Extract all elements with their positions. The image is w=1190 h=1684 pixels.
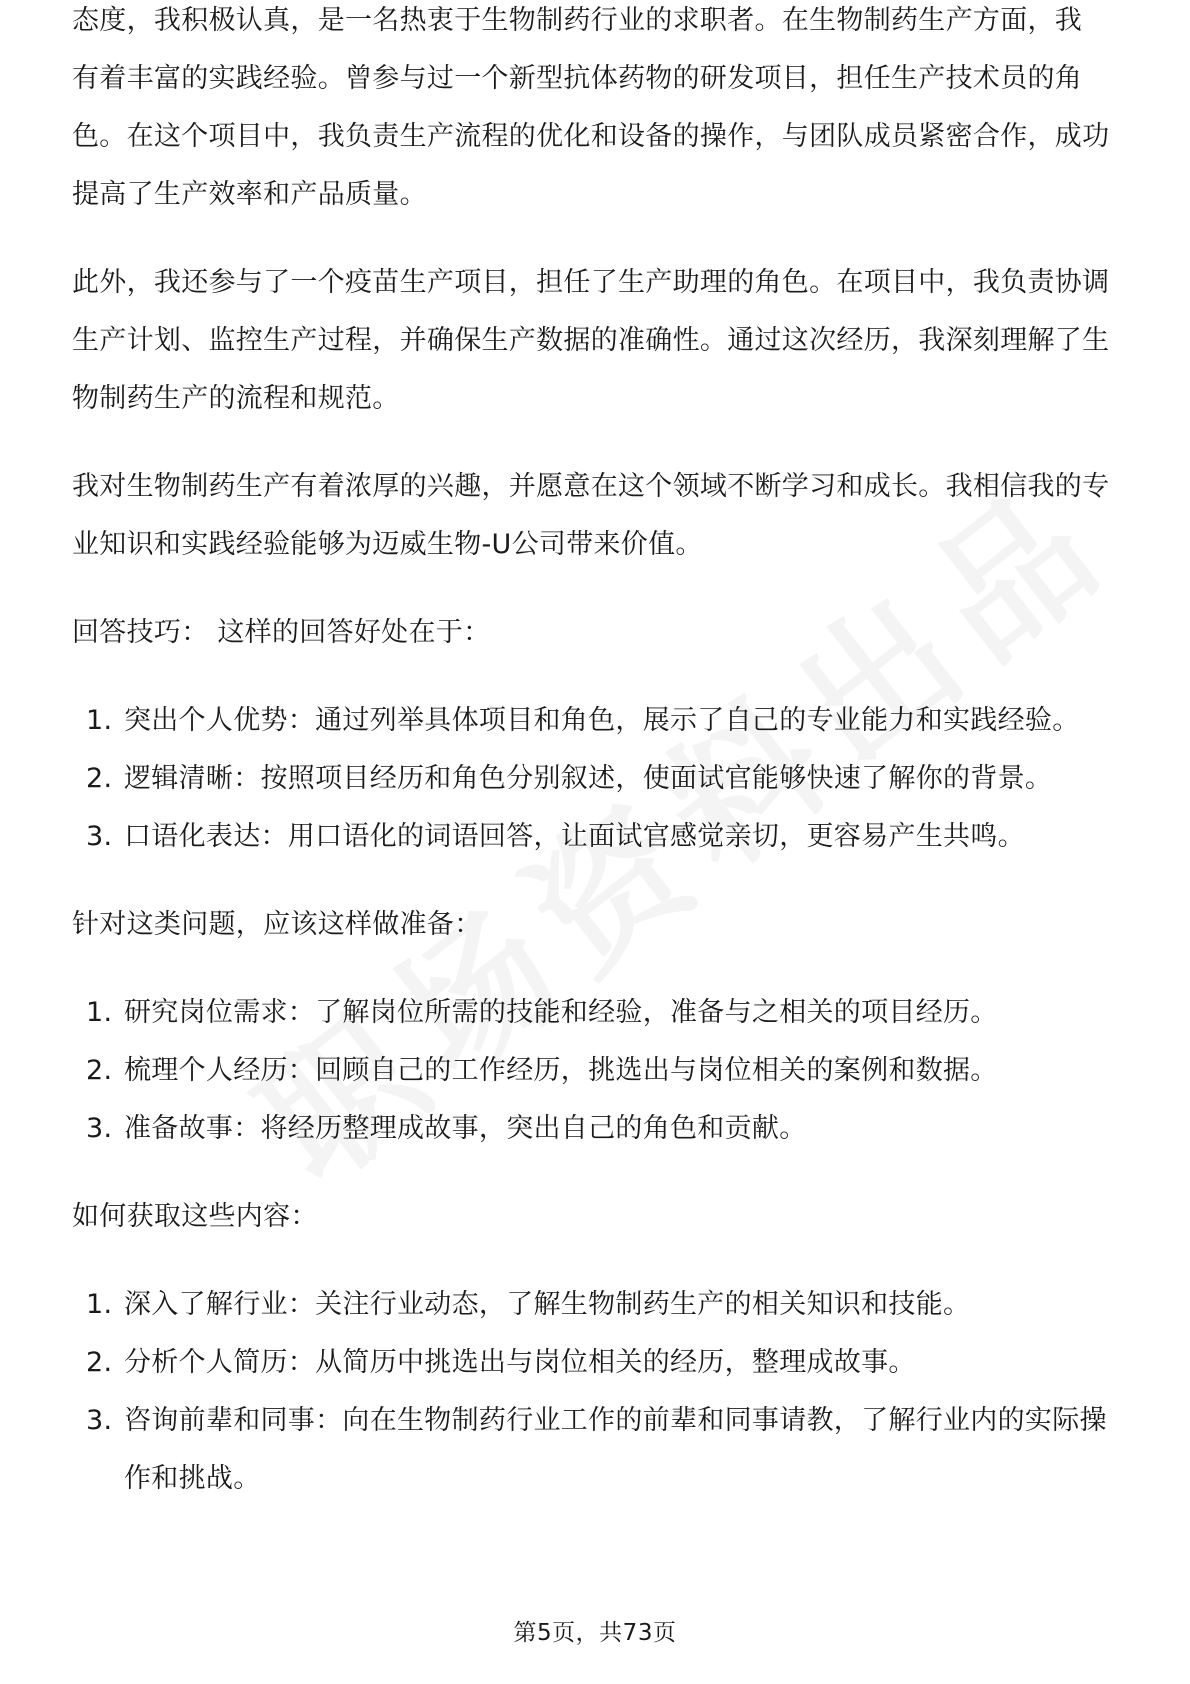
list-text: 分析个人简历：从简历中挑选出与岗位相关的经历，整理成故事。: [124, 1347, 916, 1378]
paragraph-intro-cut: 态度，我积极认真，是一名热衷于生物制药行业的求职者。在生物制药生产方面，我: [72, 5, 1083, 36]
prep-list: [72, 984, 1122, 1158]
list-text: 梳理个人经历：回顾自己的工作经历，挑选出与岗位相关的案例和数据。: [124, 1055, 998, 1086]
list-number: 2.: [86, 1347, 113, 1378]
paragraph-antibody-project: 有着丰富的实践经验。曾参与过一个新型抗体药物的研发项目，担任生产技术员的角色。在这个项目中，我负责生产流程的优化和设备的操作，与团队成员紧密合作，成功提高了生产效率和产品质量。: [72, 63, 1110, 210]
tips-heading: 回答技巧： 这样的回答好处在于：: [72, 617, 491, 648]
page-footer: 第5页，共73页: [513, 1620, 677, 1646]
list-item: [72, 1042, 1122, 1100]
list-text: 咨询前辈和同事：向在生物制药行业工作的前辈和同事请教，了解行业内的实际操作和挑战。: [124, 1405, 1107, 1494]
list-text: 研究岗位需求：了解岗位所需的技能和经验，准备与之相关的项目经历。: [124, 997, 998, 1028]
list-item: [72, 1334, 1122, 1392]
list-number: 1.: [86, 1289, 113, 1320]
list-text: 逻辑清晰：按照项目经历和角色分别叙述，使面试官能够快速了解你的背景。: [124, 763, 1053, 794]
list-text: 突出个人优势：通过列举具体项目和角色，展示了自己的专业能力和实践经验。: [124, 705, 1080, 736]
list-item: [72, 984, 1122, 1042]
source-list: [72, 1276, 1122, 1508]
list-number: 3.: [86, 821, 113, 852]
list-item: [72, 1276, 1122, 1334]
list-item: [72, 808, 1122, 866]
source-heading: 如何获取这些内容：: [72, 1201, 318, 1232]
list-number: 1.: [86, 705, 113, 736]
document-body: [72, 5, 1122, 1538]
list-number: 2.: [86, 1055, 113, 1086]
list-item: [72, 1392, 1122, 1508]
list-number: 1.: [86, 997, 113, 1028]
paragraph-vaccine-project: 此外，我还参与了一个疫苗生产项目，担任了生产助理的角色。在项目中，我负责协调生产计划、监控生产过程，并确保生产数据的准确性。通过这次经历，我深刻理解了生物制药生产的流程和规范。: [72, 267, 1110, 414]
list-text: 深入了解行业：关注行业动态，了解生物制药生产的相关知识和技能。: [124, 1289, 971, 1320]
list-text: 口语化表达：用口语化的词语回答，让面试官感觉亲切，更容易产生共鸣。: [124, 821, 1025, 852]
list-item: [72, 692, 1122, 750]
list-number: 3.: [86, 1113, 113, 1144]
prep-heading: 针对这类问题，应该这样做准备：: [72, 909, 482, 940]
paragraph-interest: 我对生物制药生产有着浓厚的兴趣，并愿意在这个领域不断学习和成长。我相信我的专业知识和实践经验能够为迈威生物-U公司带来价值。: [72, 471, 1110, 560]
list-text: 准备故事：将经历整理成故事，突出自己的角色和贡献。: [124, 1113, 807, 1144]
list-number: 3.: [86, 1405, 113, 1436]
list-number: 2.: [86, 763, 113, 794]
tips-list: [72, 692, 1122, 866]
list-item: [72, 1100, 1122, 1158]
list-item: [72, 750, 1122, 808]
